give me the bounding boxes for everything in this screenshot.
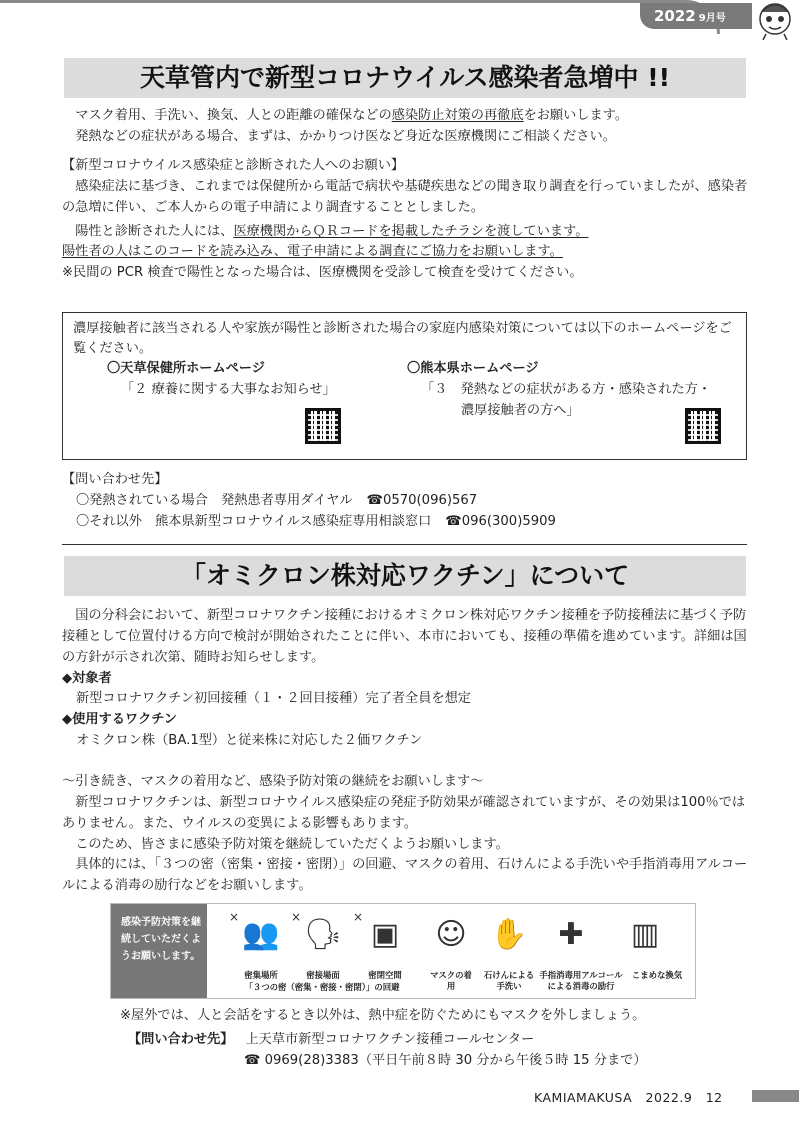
ventilation-icon: ▥ [630,917,660,952]
header-rule [0,0,720,34]
handwash-icon: ✋ [490,917,528,952]
continue-heading: ～引き続き、マスクの着用など、感染予防対策の継続をお願いします～ [62,774,484,790]
inquiry-section [62,470,752,533]
pref-consult-phone[interactable]: ☎096(300)5909 [445,513,556,529]
hoken-title: 〇天草保健所ホームページ [107,361,265,376]
continue-paragraph-3: 具体的には、「３つの密（密集・密接・密閉）」の回避、マスクの着用、石けんによる手洗いや手指消毒用アルコールによる消毒の励行などをお願いします。 [62,857,748,894]
inquiry-heading: 【問い合わせ先】 [62,472,168,487]
vaccine-heading: ◆使用するワクチン [62,712,177,728]
section-divider [62,544,747,545]
page-number: 12 [705,1090,723,1105]
section2-body [62,606,752,897]
intro-line-1: マスク着用、手洗い、換気、人との距離の確保などの感染防止対策の再徹底をお願いします。 [75,108,629,123]
section1-title: 天草管内で新型コロナウイルス感染者急増中 !! [64,58,746,98]
vaccine-contact-row [128,1030,647,1051]
request-paragraph-1: 感染症法に基づき、これまでは保健所から電話で病状や基礎疾患などの聞き取り調査を行っていましたが、感染者の急増に伴い、ご本人からの電子申請により調査することとしました。 [62,178,748,215]
mascot-illustration [754,0,796,40]
alcohol-icon: ✚ [558,917,584,952]
outdoor-mask-note: ※屋外では、人と会話をするとき以外は、熱中症を防ぐためにもマスクを外しましょう。 [120,1008,646,1023]
pref-column [407,359,711,422]
intro-emphasis: 感染防止対策の再徹底 [391,108,524,123]
prevention-illustration [110,903,696,999]
caption-close: 密接場面 [306,970,340,980]
home-infection-box [62,312,747,460]
inquiry-row-1: 〇発熱されている場合 発熱患者専用ダイヤル ☎0570(096)567 [76,492,478,508]
footer-bar [752,1090,799,1102]
publication-name: KAMIAMAKUSA [534,1090,633,1105]
intro-line-2: 発熱などの症状がある場合、まずは、かかりつけ医など身近な医療機関にご相談ください。 [75,128,616,144]
pref-link-line-2[interactable]: 濃厚接触者の方へ」 [461,402,580,418]
page-footer [534,1088,723,1108]
section2-title: 「オミクロン株対応ワクチン」について [64,556,746,596]
box-lead: 濃厚接触者に該当される人や家族が陽性と診断された場合の家庭内感染対策については以下のホームページをご覧ください。 [73,321,732,357]
section1-intro [62,106,752,148]
caption-wash: 石けんによる手洗い [483,970,535,992]
illustration-label: 感染予防対策を継続していただくようお願いします。 [111,904,207,998]
page-header [0,0,799,34]
vaccine-contact-label: 【問い合わせ先】 [128,1032,234,1047]
qr-code-pref[interactable] [685,408,721,444]
caption-three-c: 「３つの密（密集・密接・密閉）」の回避 [244,982,400,992]
pcr-note: ※民間の PCR 検査で陽性となった場合は、医療機関を受診して検査を受けてください。 [62,265,583,281]
caption-ventilation: こまめな換気 [631,970,683,980]
vaccine-intro: 国の分科会において、新型コロナワクチン接種におけるオミクロン株対応ワクチン接種を予防接種法に基づく予防接種として位置付ける方向で検討が開始されたことに伴い、本市においても、接種の準備を進めています。詳細は国の方針が示され次第、随時お知らせします。 [62,608,747,665]
qr-code-hoken[interactable] [305,408,341,444]
continue-paragraph-2: このため、皆さまに感染予防対策を継続していただくようお願いします。 [75,836,509,852]
caption-alcohol: 手指消毒用アルコールによる消毒の励行 [539,970,623,992]
vaccine-contact [128,1030,647,1072]
hoken-column [107,359,336,401]
hoken-link[interactable]: 「２ 療養に関する大事なお知らせ」 [121,381,336,397]
pref-link-line-1[interactable]: 「３ 発熱などの症状がある方・感染された方・ [421,381,712,397]
request-heading: 【新型コロナウイルス感染症と診断された人へのお願い】 [62,158,405,173]
request-section [62,156,752,284]
issue-badge [640,3,752,29]
vaccine-text: オミクロン株（BA.1型）と従来株に対応した２価ワクチン [76,733,423,749]
issue-year: 2022 [654,7,696,25]
crowd-icon: × 👥 [229,910,280,952]
call-center-name: 上天草市新型コロナワクチン接種コールセンター [245,1032,535,1047]
close-contact-icon: × 🗣 [291,910,343,952]
target-text: 新型コロナワクチン初回接種（１・２回目接種）完了者全員を想定 [76,691,471,707]
pref-title: 〇熊本県ホームページ [407,361,539,376]
caption-crowd: 密集場所 [244,970,278,980]
mask-icon: ☺ [435,917,467,952]
target-heading: ◆対象者 [62,670,112,686]
fever-dial-phone[interactable]: ☎0570(096)567 [366,492,478,508]
request-paragraph-3: 陽性者の人はこのコードを読み込み、電子申請による調査にご協力をお願いします。 [62,244,563,260]
closed-space-icon: × ▣ [353,910,400,952]
request-paragraph-2: 陽性と診断された人には、医療機関からＱＲコードを掲載したチラシを渡しています。 [75,223,589,239]
call-center-phone[interactable]: ☎ 0969(28)3383（平日午前８時 30 分から午後５時 15 分まで） [244,1052,647,1068]
issue-date: 2022.9 [645,1090,693,1105]
issue-month: 9月号 [698,13,726,24]
inquiry-row-2: 〇それ以外 熊本県新型コロナウイルス感染症専用相談窓口 ☎096(300)5909 [76,513,556,529]
caption-closed: 密閉空間 [368,970,402,980]
continue-paragraph-1: 新型コロナワクチンは、新型コロナウイルス感染症の発症予防効果が確認されていますが、その効果は100％ではありません。また、ウイルスの変異による影響もあります。 [62,794,746,831]
caption-mask: マスクの着用 [430,970,472,992]
